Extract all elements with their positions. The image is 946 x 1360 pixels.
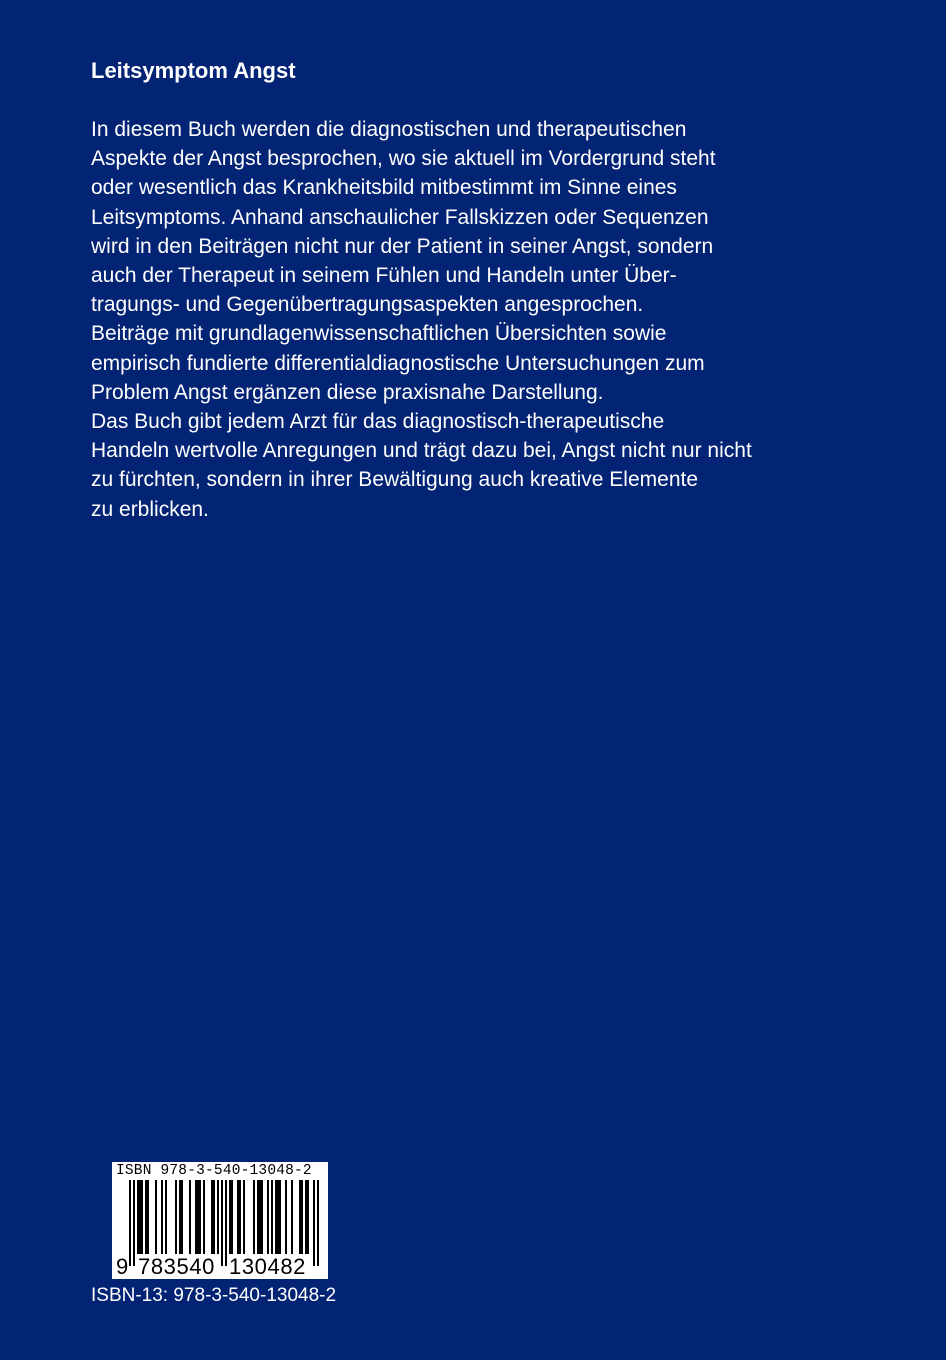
barcode-bar: [203, 1180, 205, 1254]
barcode-digits: [112, 1254, 328, 1278]
blurb-line: Problem Angst ergänzen diese praxisnahe Darstellung.: [91, 380, 604, 404]
barcode-bar: [243, 1180, 245, 1254]
barcode-bar: [275, 1180, 281, 1254]
blurb-line: tragungs- und Gegenübertragungsaspekten angesprochen.: [91, 293, 644, 317]
barcode-digits-left: 783540: [138, 1254, 216, 1279]
barcode-bar: [145, 1180, 149, 1254]
barcode-isbn-label: ISBN 978-3-540-13048-2: [116, 1163, 312, 1179]
barcode-bar: [161, 1180, 163, 1254]
barcode-bar: [271, 1180, 273, 1254]
blurb-line: In diesem Buch werden die diagnostischen und therapeutischen: [91, 118, 687, 141]
barcode-bar: [253, 1180, 255, 1254]
barcode-bar: [257, 1180, 263, 1254]
blurb-line: Handeln wertvolle Anregungen und trägt dazu bei, Angst nicht nur nicht: [91, 439, 752, 463]
blurb-line: zu erblicken.: [91, 497, 209, 521]
barcode-bar: [211, 1180, 215, 1254]
barcode-bar: [305, 1180, 309, 1254]
barcode-bar: [217, 1180, 219, 1254]
blurb-line: empirisch fundierte differentialdiagnostische Untersuchungen zum: [91, 351, 705, 375]
blurb-text: [91, 115, 851, 524]
blurb-line: Beiträge mit grundlagenwissenschaftlichen Übersichten sowie: [91, 322, 667, 346]
blurb-line: Das Buch gibt jedem Arzt für das diagnostisch-therapeutische: [91, 410, 665, 434]
barcode-bar: [155, 1180, 157, 1254]
barcode-digit-first: 9: [116, 1254, 129, 1279]
barcode-bar: [229, 1180, 233, 1254]
barcode-bar: [237, 1180, 241, 1254]
barcode: [112, 1162, 328, 1279]
barcode-bar: [189, 1180, 191, 1254]
barcode-bar: [267, 1180, 269, 1254]
barcode-bar: [291, 1180, 293, 1254]
barcode-bar: [299, 1180, 303, 1254]
barcode-bar: [285, 1180, 287, 1254]
isbn13-label: ISBN-13: 978-3-540-13048-2: [91, 1285, 337, 1306]
blurb-line: Aspekte der Angst besprochen, wo sie aktuell im Vordergrund steht: [91, 147, 716, 171]
book-title: Leitsymptom Angst: [91, 58, 296, 83]
blurb-line: zu fürchten, sondern in ihrer Bewältigung auch kreative Elemente: [91, 468, 699, 492]
blurb-line: Leitsymptoms. Anhand anschaulicher Fallskizzen oder Sequenzen: [91, 205, 709, 229]
blurb-line: wird in den Beiträgen nicht nur der Patient in seiner Angst, sondern: [91, 234, 714, 258]
barcode-bar: [195, 1180, 201, 1254]
barcode-bar: [179, 1180, 183, 1254]
barcode-bar: [137, 1180, 143, 1254]
barcode-digits-right: 130482: [229, 1254, 307, 1279]
blurb-line: auch der Therapeut in seinem Fühlen und Handeln unter Über-: [91, 264, 677, 288]
barcode-bar: [175, 1180, 177, 1254]
blurb-line: oder wesentlich das Krankheitsbild mitbestimmt im Sinne eines: [91, 176, 677, 200]
barcode-bar: [165, 1180, 167, 1254]
